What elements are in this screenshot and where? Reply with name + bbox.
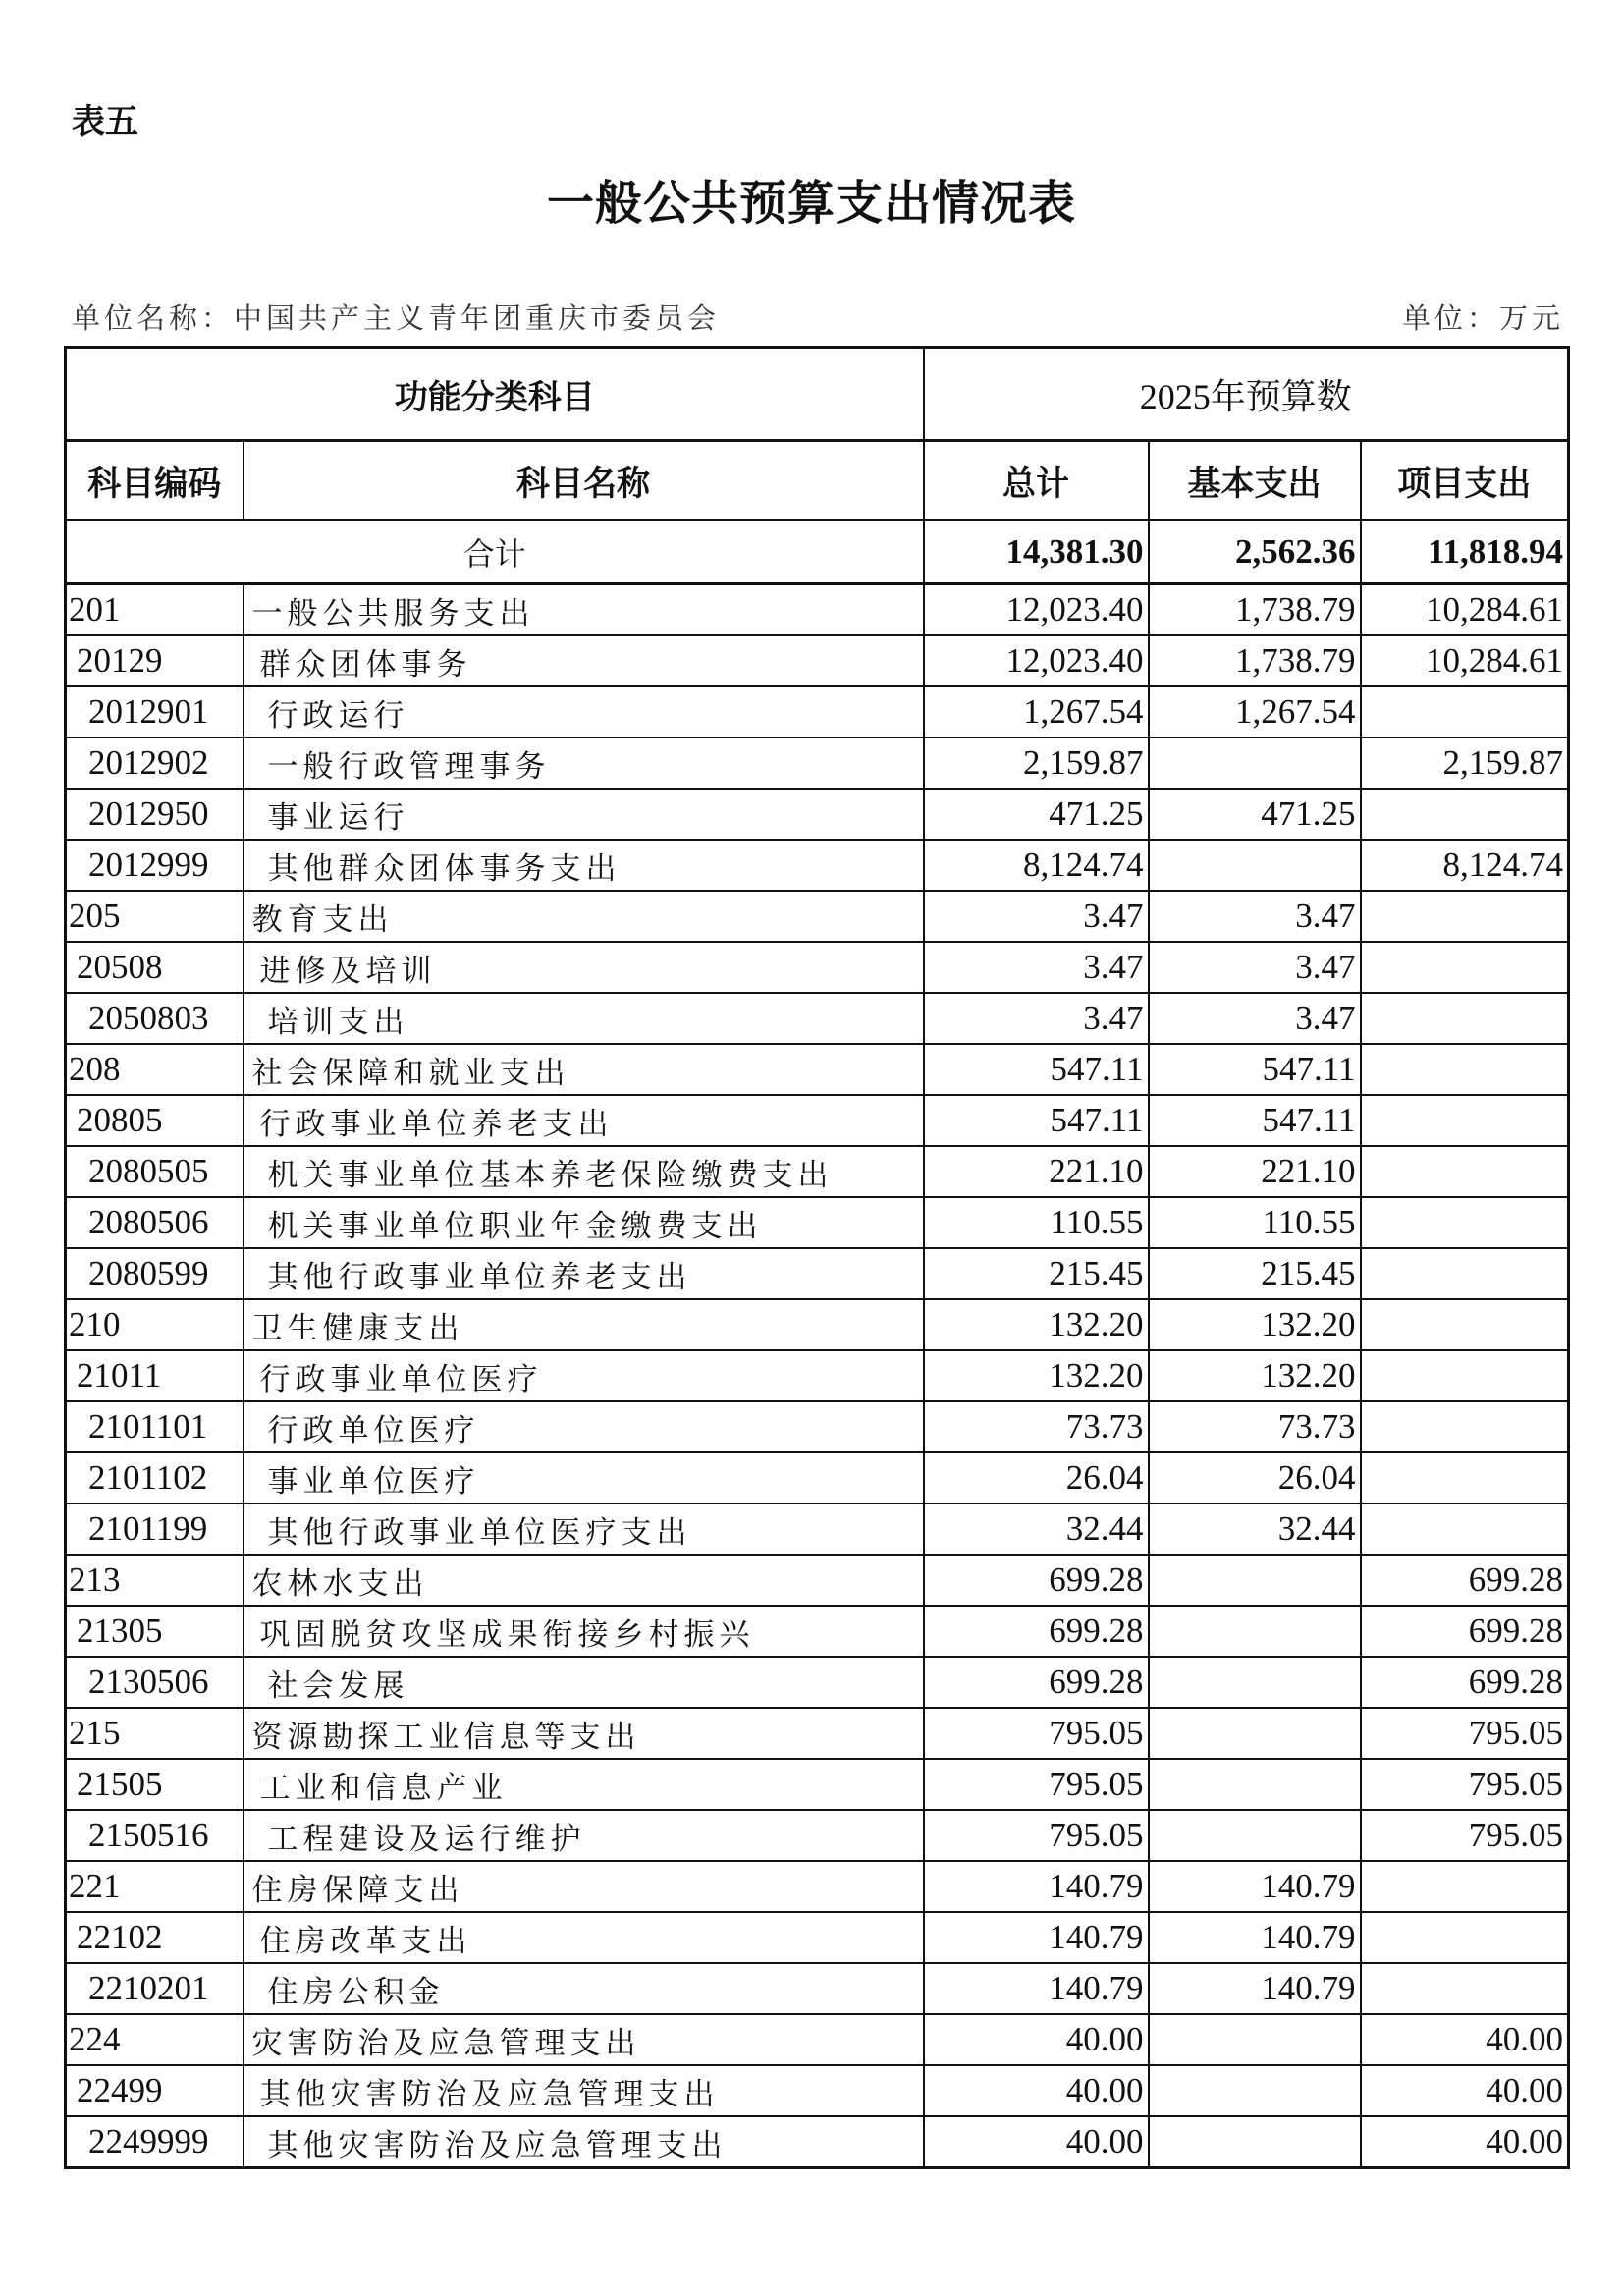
cell-name: 住房改革支出 (243, 1912, 924, 1963)
header-code: 科目编码 (66, 441, 243, 520)
cell-basic: 73.73 (1149, 1401, 1361, 1452)
cell-name: 工业和信息产业 (243, 1759, 924, 1810)
cell-basic (1149, 1708, 1361, 1759)
cell-name: 进修及培训 (243, 942, 924, 993)
cell-basic (1149, 2065, 1361, 2116)
cell-project: 40.00 (1361, 2065, 1569, 2116)
cell-basic: 1,738.79 (1149, 584, 1361, 636)
table-row (66, 1657, 1569, 1708)
cell-total: 140.79 (924, 1912, 1149, 1963)
cell-basic: 471.25 (1149, 789, 1361, 840)
cell-code: 213 (66, 1555, 243, 1606)
cell-basic: 1,738.79 (1149, 635, 1361, 686)
cell-code: 2080505 (66, 1146, 243, 1197)
cell-total: 795.05 (924, 1759, 1149, 1810)
cell-name: 巩固脱贫攻坚成果衔接乡村振兴 (243, 1606, 924, 1657)
cell-name: 培训支出 (243, 993, 924, 1044)
table-row (66, 1606, 1569, 1657)
cell-total: 795.05 (924, 1708, 1149, 1759)
cell-name: 住房公积金 (243, 1963, 924, 2014)
cell-code: 22102 (66, 1912, 243, 1963)
cell-name: 其他群众团体事务支出 (243, 840, 924, 891)
table-row (66, 584, 1569, 636)
table-row (66, 2065, 1569, 2116)
cell-project (1361, 789, 1569, 840)
cell-project (1361, 891, 1569, 942)
cell-name: 资源勘探工业信息等支出 (243, 1708, 924, 1759)
cell-total: 699.28 (924, 1555, 1149, 1606)
cell-name: 机关事业单位基本养老保险缴费支出 (243, 1146, 924, 1197)
cell-code: 2012950 (66, 789, 243, 840)
table-row (66, 1503, 1569, 1555)
cell-code: 221 (66, 1861, 243, 1912)
cell-project (1361, 686, 1569, 738)
table-row (66, 1248, 1569, 1299)
table-row (66, 891, 1569, 942)
table-row (66, 1044, 1569, 1095)
cell-total: 40.00 (924, 2065, 1149, 2116)
budget-table (64, 346, 1570, 2169)
cell-project (1361, 942, 1569, 993)
table-row (66, 1708, 1569, 1759)
cell-total: 471.25 (924, 789, 1149, 840)
cell-project: 699.28 (1361, 1657, 1569, 1708)
cell-basic (1149, 1657, 1361, 1708)
cell-basic: 221.10 (1149, 1146, 1361, 1197)
table-row (66, 942, 1569, 993)
cell-code: 20508 (66, 942, 243, 993)
cell-code: 21011 (66, 1350, 243, 1401)
cell-project (1361, 1044, 1569, 1095)
cell-project (1361, 1861, 1569, 1912)
cell-total: 40.00 (924, 2014, 1149, 2065)
cell-project: 10,284.61 (1361, 635, 1569, 686)
cell-total: 3.47 (924, 942, 1149, 993)
cell-basic (1149, 1555, 1361, 1606)
cell-basic (1149, 2014, 1361, 2065)
cell-project (1361, 1401, 1569, 1452)
cell-total: 8,124.74 (924, 840, 1149, 891)
cell-total: 3.47 (924, 993, 1149, 1044)
cell-code: 2012999 (66, 840, 243, 891)
cell-basic (1149, 738, 1361, 789)
cell-project (1361, 1197, 1569, 1248)
cell-basic: 132.20 (1149, 1299, 1361, 1350)
currency-unit: 单位：万元 (1401, 301, 1564, 335)
total-project: 11,818.94 (1361, 520, 1569, 584)
cell-total: 699.28 (924, 1657, 1149, 1708)
cell-name: 其他灾害防治及应急管理支出 (243, 2116, 924, 2168)
table-row (66, 1350, 1569, 1401)
cell-code: 2012902 (66, 738, 243, 789)
cell-total: 795.05 (924, 1810, 1149, 1861)
cell-basic (1149, 2116, 1361, 2168)
cell-basic: 3.47 (1149, 942, 1361, 993)
cell-basic: 140.79 (1149, 1912, 1361, 1963)
cell-code: 210 (66, 1299, 243, 1350)
cell-total: 547.11 (924, 1044, 1149, 1095)
cell-project: 8,124.74 (1361, 840, 1569, 891)
cell-name: 行政事业单位医疗 (243, 1350, 924, 1401)
cell-total: 215.45 (924, 1248, 1149, 1299)
cell-project: 40.00 (1361, 2116, 1569, 2168)
cell-basic: 32.44 (1149, 1503, 1361, 1555)
header-group-row (66, 348, 1569, 441)
cell-code: 2080599 (66, 1248, 243, 1299)
header-budget-year: 2025年预算数 (924, 348, 1569, 441)
cell-name: 社会保障和就业支出 (243, 1044, 924, 1095)
cell-name: 其他行政事业单位养老支出 (243, 1248, 924, 1299)
cell-project (1361, 1912, 1569, 1963)
cell-total: 32.44 (924, 1503, 1149, 1555)
header-basic: 基本支出 (1149, 441, 1361, 520)
cell-basic: 110.55 (1149, 1197, 1361, 1248)
cell-project (1361, 1503, 1569, 1555)
cell-project (1361, 1299, 1569, 1350)
unit-name: 单位名称：中国共产主义青年团重庆市委员会 (72, 301, 721, 335)
header-total: 总计 (924, 441, 1149, 520)
cell-name: 住房保障支出 (243, 1861, 924, 1912)
cell-basic: 3.47 (1149, 993, 1361, 1044)
cell-code: 21505 (66, 1759, 243, 1810)
cell-name: 农林水支出 (243, 1555, 924, 1606)
cell-name: 工程建设及运行维护 (243, 1810, 924, 1861)
cell-code: 21305 (66, 1606, 243, 1657)
table-row (66, 1912, 1569, 1963)
cell-project (1361, 1452, 1569, 1503)
cell-total: 547.11 (924, 1095, 1149, 1146)
cell-total: 26.04 (924, 1452, 1149, 1503)
cell-basic: 132.20 (1149, 1350, 1361, 1401)
cell-basic: 547.11 (1149, 1095, 1361, 1146)
cell-total: 140.79 (924, 1963, 1149, 2014)
cell-code: 2050803 (66, 993, 243, 1044)
cell-name: 行政单位医疗 (243, 1401, 924, 1452)
cell-name: 事业运行 (243, 789, 924, 840)
cell-name: 教育支出 (243, 891, 924, 942)
cell-project (1361, 1963, 1569, 2014)
cell-total: 110.55 (924, 1197, 1149, 1248)
cell-total: 140.79 (924, 1861, 1149, 1912)
table-row (66, 1963, 1569, 2014)
table-row (66, 1299, 1569, 1350)
cell-basic: 140.79 (1149, 1963, 1361, 2014)
cell-name: 行政事业单位养老支出 (243, 1095, 924, 1146)
cell-project: 10,284.61 (1361, 584, 1569, 636)
total-basic: 2,562.36 (1149, 520, 1361, 584)
table-number-label: 表五 (72, 102, 138, 141)
cell-code: 2130506 (66, 1657, 243, 1708)
header-project: 项目支出 (1361, 441, 1569, 520)
table-row (66, 1095, 1569, 1146)
cell-total: 221.10 (924, 1146, 1149, 1197)
total-label: 合计 (66, 520, 924, 584)
cell-project: 795.05 (1361, 1708, 1569, 1759)
page-title: 一般公共预算支出情况表 (546, 176, 1076, 231)
cell-basic (1149, 1759, 1361, 1810)
cell-name: 事业单位医疗 (243, 1452, 924, 1503)
cell-basic: 3.47 (1149, 891, 1361, 942)
cell-total: 12,023.40 (924, 635, 1149, 686)
cell-code: 205 (66, 891, 243, 942)
table-row (66, 635, 1569, 686)
cell-basic (1149, 1810, 1361, 1861)
cell-total: 73.73 (924, 1401, 1149, 1452)
cell-project: 699.28 (1361, 1555, 1569, 1606)
cell-basic (1149, 1606, 1361, 1657)
cell-total: 132.20 (924, 1350, 1149, 1401)
cell-code: 20805 (66, 1095, 243, 1146)
table-row (66, 789, 1569, 840)
cell-name: 其他行政事业单位医疗支出 (243, 1503, 924, 1555)
table-row (66, 993, 1569, 1044)
cell-code: 2101101 (66, 1401, 243, 1452)
cell-total: 2,159.87 (924, 738, 1149, 789)
cell-total: 12,023.40 (924, 584, 1149, 636)
cell-code: 2101102 (66, 1452, 243, 1503)
cell-name: 机关事业单位职业年金缴费支出 (243, 1197, 924, 1248)
cell-name: 其他灾害防治及应急管理支出 (243, 2065, 924, 2116)
cell-code: 201 (66, 584, 243, 636)
cell-name: 群众团体事务 (243, 635, 924, 686)
cell-basic: 1,267.54 (1149, 686, 1361, 738)
cell-total: 699.28 (924, 1606, 1149, 1657)
cell-project: 699.28 (1361, 1606, 1569, 1657)
cell-name: 社会发展 (243, 1657, 924, 1708)
table-row (66, 686, 1569, 738)
table-row (66, 1810, 1569, 1861)
header-functional-category: 功能分类科目 (66, 348, 924, 441)
cell-code: 2210201 (66, 1963, 243, 2014)
cell-code: 22499 (66, 2065, 243, 2116)
cell-project (1361, 1350, 1569, 1401)
cell-name: 卫生健康支出 (243, 1299, 924, 1350)
table-row (66, 1759, 1569, 1810)
table-row (66, 2116, 1569, 2168)
cell-code: 208 (66, 1044, 243, 1095)
table-row (66, 840, 1569, 891)
cell-basic: 26.04 (1149, 1452, 1361, 1503)
cell-basic (1149, 840, 1361, 891)
table-row (66, 1401, 1569, 1452)
cell-project (1361, 1095, 1569, 1146)
table-row (66, 1555, 1569, 1606)
table-row (66, 1452, 1569, 1503)
cell-code: 20129 (66, 635, 243, 686)
cell-total: 3.47 (924, 891, 1149, 942)
cell-project (1361, 1248, 1569, 1299)
cell-name: 一般公共服务支出 (243, 584, 924, 636)
cell-basic: 547.11 (1149, 1044, 1361, 1095)
table-row (66, 1861, 1569, 1912)
cell-total: 132.20 (924, 1299, 1149, 1350)
cell-project: 40.00 (1361, 2014, 1569, 2065)
cell-project (1361, 1146, 1569, 1197)
total-row (66, 520, 1569, 584)
cell-code: 2101199 (66, 1503, 243, 1555)
cell-code: 2080506 (66, 1197, 243, 1248)
cell-total: 1,267.54 (924, 686, 1149, 738)
header-name: 科目名称 (243, 441, 924, 520)
cell-project (1361, 993, 1569, 1044)
cell-project: 795.05 (1361, 1759, 1569, 1810)
cell-total: 40.00 (924, 2116, 1149, 2168)
header-row (66, 441, 1569, 520)
table-row (66, 2014, 1569, 2065)
cell-code: 215 (66, 1708, 243, 1759)
cell-code: 2012901 (66, 686, 243, 738)
cell-code: 2249999 (66, 2116, 243, 2168)
cell-code: 224 (66, 2014, 243, 2065)
total-total: 14,381.30 (924, 520, 1149, 584)
cell-project: 795.05 (1361, 1810, 1569, 1861)
cell-name: 行政运行 (243, 686, 924, 738)
cell-name: 一般行政管理事务 (243, 738, 924, 789)
cell-code: 2150516 (66, 1810, 243, 1861)
cell-basic: 140.79 (1149, 1861, 1361, 1912)
table-row (66, 1146, 1569, 1197)
cell-basic: 215.45 (1149, 1248, 1361, 1299)
table-row (66, 738, 1569, 789)
cell-project: 2,159.87 (1361, 738, 1569, 789)
cell-name: 灾害防治及应急管理支出 (243, 2014, 924, 2065)
table-row (66, 1197, 1569, 1248)
